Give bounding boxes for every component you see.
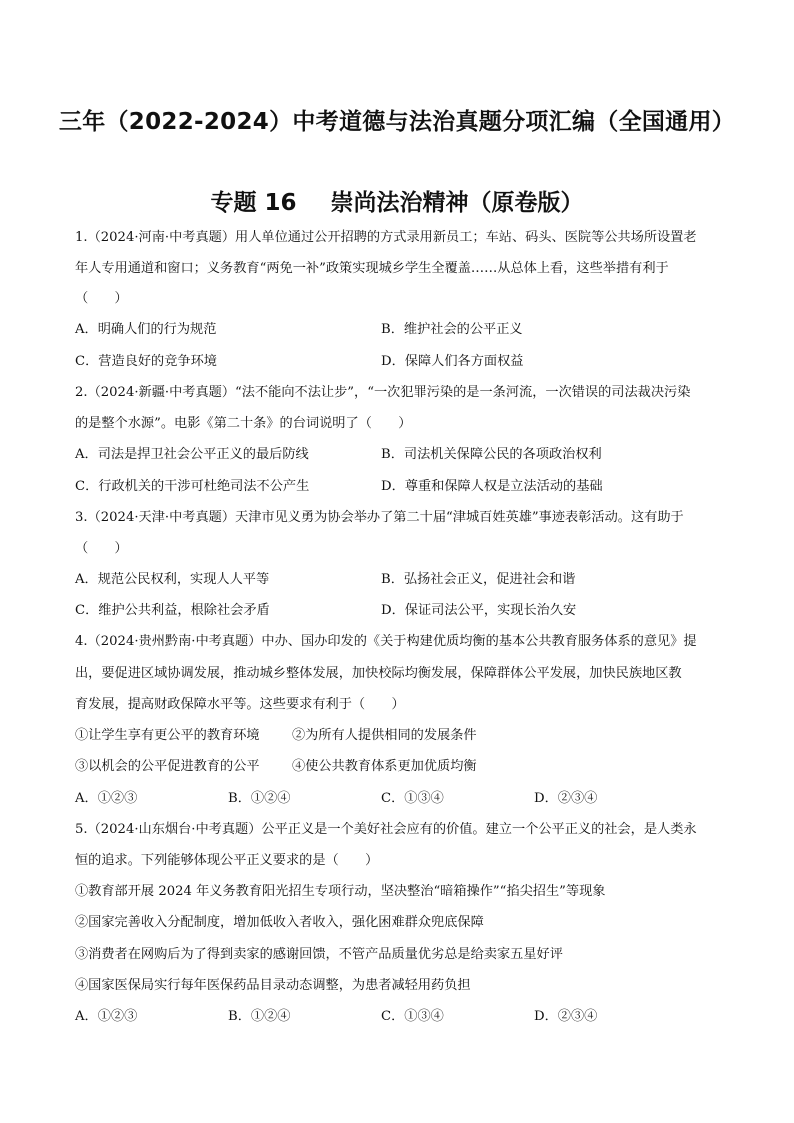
question-4-statement-4: ④使公共教育体系更加优质均衡 <box>292 759 477 774</box>
question-4-option-b[interactable]: B．①②④ <box>228 791 291 806</box>
question-5-stem-line-1: 5.（2024·山东烟台·中考真题）公平正义是一个美好社会应有的价值。建立一个公平正义的社会，是人类永 <box>75 822 697 837</box>
question-3-option-a[interactable]: A．规范公民权利，实现人人平等 <box>75 572 270 587</box>
question-2-stem-line-1: 2.（2024·新疆·中考真题）“法不能向不法让步”，“一次犯罪污染的是一条河流，一次错误的司法裁决污染 <box>75 385 691 400</box>
question-4-option-c[interactable]: C．①③④ <box>381 791 444 806</box>
question-2-stem-line-2: 的是整个水源”。电影《第二十条》的台词说明了（ ） <box>75 416 412 431</box>
question-2-option-c[interactable]: C．行政机关的干涉可杜绝司法不公产生 <box>75 479 310 494</box>
question-3-stem-line-1: 3.（2024·天津·中考真题）天津市见义勇为协会举办了第二十届“津城百姓英雄”事迹表彰活动。这有助于 <box>75 510 684 525</box>
question-4-statement-1: ①让学生享有更公平的教育环境 <box>75 728 260 743</box>
question-4-statement-2: ②为所有人提供相同的发展条件 <box>292 728 477 743</box>
topic-title <box>0 184 794 217</box>
question-5-statement-3: ③消费者在网购后为了得到卖家的感谢回馈，不管产品质量优劣总是给卖家五星好评 <box>75 947 563 962</box>
question-1-stem-line-2: 年人专用通道和窗口；义务教育“两免一补”政策实现城乡学生全覆盖……从总体上看，这些举措有利于 <box>75 261 669 276</box>
question-4-stem-line-3: 育发展，提高财政保障水平等。这些要求有利于（ ） <box>75 697 405 712</box>
question-4-stem-line-2: 出，要促进区域协调发展，推动城乡整体发展，加快校际均衡发展，保障群体公平发展，加快民族地区教 <box>75 666 682 681</box>
question-2-option-d[interactable]: D．尊重和保障人权是立法活动的基础 <box>381 479 603 494</box>
question-3-option-c[interactable]: C．维护公共利益，根除社会矛盾 <box>75 603 270 618</box>
question-5-option-d[interactable]: D．②③④ <box>534 1009 598 1024</box>
question-3-option-b[interactable]: B．弘扬社会正义，促进社会和谐 <box>381 572 576 587</box>
question-1-option-d[interactable]: D．保障人们各方面权益 <box>381 354 524 369</box>
question-5-option-a[interactable]: A．①②③ <box>75 1009 138 1024</box>
question-4-statement-3: ③以机会的公平促进教育的公平 <box>75 759 260 774</box>
question-4-option-d[interactable]: D．②③④ <box>534 791 598 806</box>
question-5-option-b[interactable]: B．①②④ <box>228 1009 291 1024</box>
question-5-statement-2: ②国家完善收入分配制度，增加低收入者收入，强化困难群众兜底保障 <box>75 915 484 930</box>
question-5-statement-1: ①教育部开展 2024 年义务教育阳光招生专项行动，坚决整治“暗箱操作”“掐尖招生”等现象 <box>75 884 606 899</box>
question-5-stem-line-2: 恒的追求。下列能够体现公平正义要求的是（ ） <box>75 853 379 868</box>
question-1-stem-line-1: 1.（2024·河南·中考真题）用人单位通过公开招聘的方式录用新员工；车站、码头、医院等公共场所设置老 <box>75 230 697 245</box>
question-4-option-a[interactable]: A．①②③ <box>75 791 138 806</box>
question-5-option-c[interactable]: C．①③④ <box>381 1009 444 1024</box>
page-title: 三年（2022-2024）中考道德与法治真题分项汇编（全国通用） <box>58 109 736 135</box>
question-5-statement-4: ④国家医保局实行每年医保药品目录动态调整，为患者减轻用药负担 <box>75 978 471 993</box>
question-3-option-d[interactable]: D．保证司法公平，实现长治久安 <box>381 603 577 618</box>
topic-label: 专题 16 <box>210 190 297 216</box>
question-2-option-a[interactable]: A．司法是捍卫社会公平正义的最后防线 <box>75 447 309 462</box>
question-1-option-a[interactable]: A．明确人们的行为规范 <box>75 322 217 337</box>
question-1-option-b[interactable]: B．维护社会的公平正义 <box>381 322 523 337</box>
question-1-answer-blank: （ ） <box>75 291 128 306</box>
topic-name: 崇尚法治精神（原卷版） <box>330 190 584 216</box>
question-4-stem-line-1: 4.（2024·贵州黔南·中考真题）中办、国办印发的《关于构建优质均衡的基本公共教育服务体系的意见》提 <box>75 634 697 649</box>
question-2-option-b[interactable]: B．司法机关保障公民的各项政治权利 <box>381 447 602 462</box>
question-1-option-c[interactable]: C．营造良好的竞争环境 <box>75 354 217 369</box>
question-3-answer-blank: （ ） <box>75 541 128 556</box>
